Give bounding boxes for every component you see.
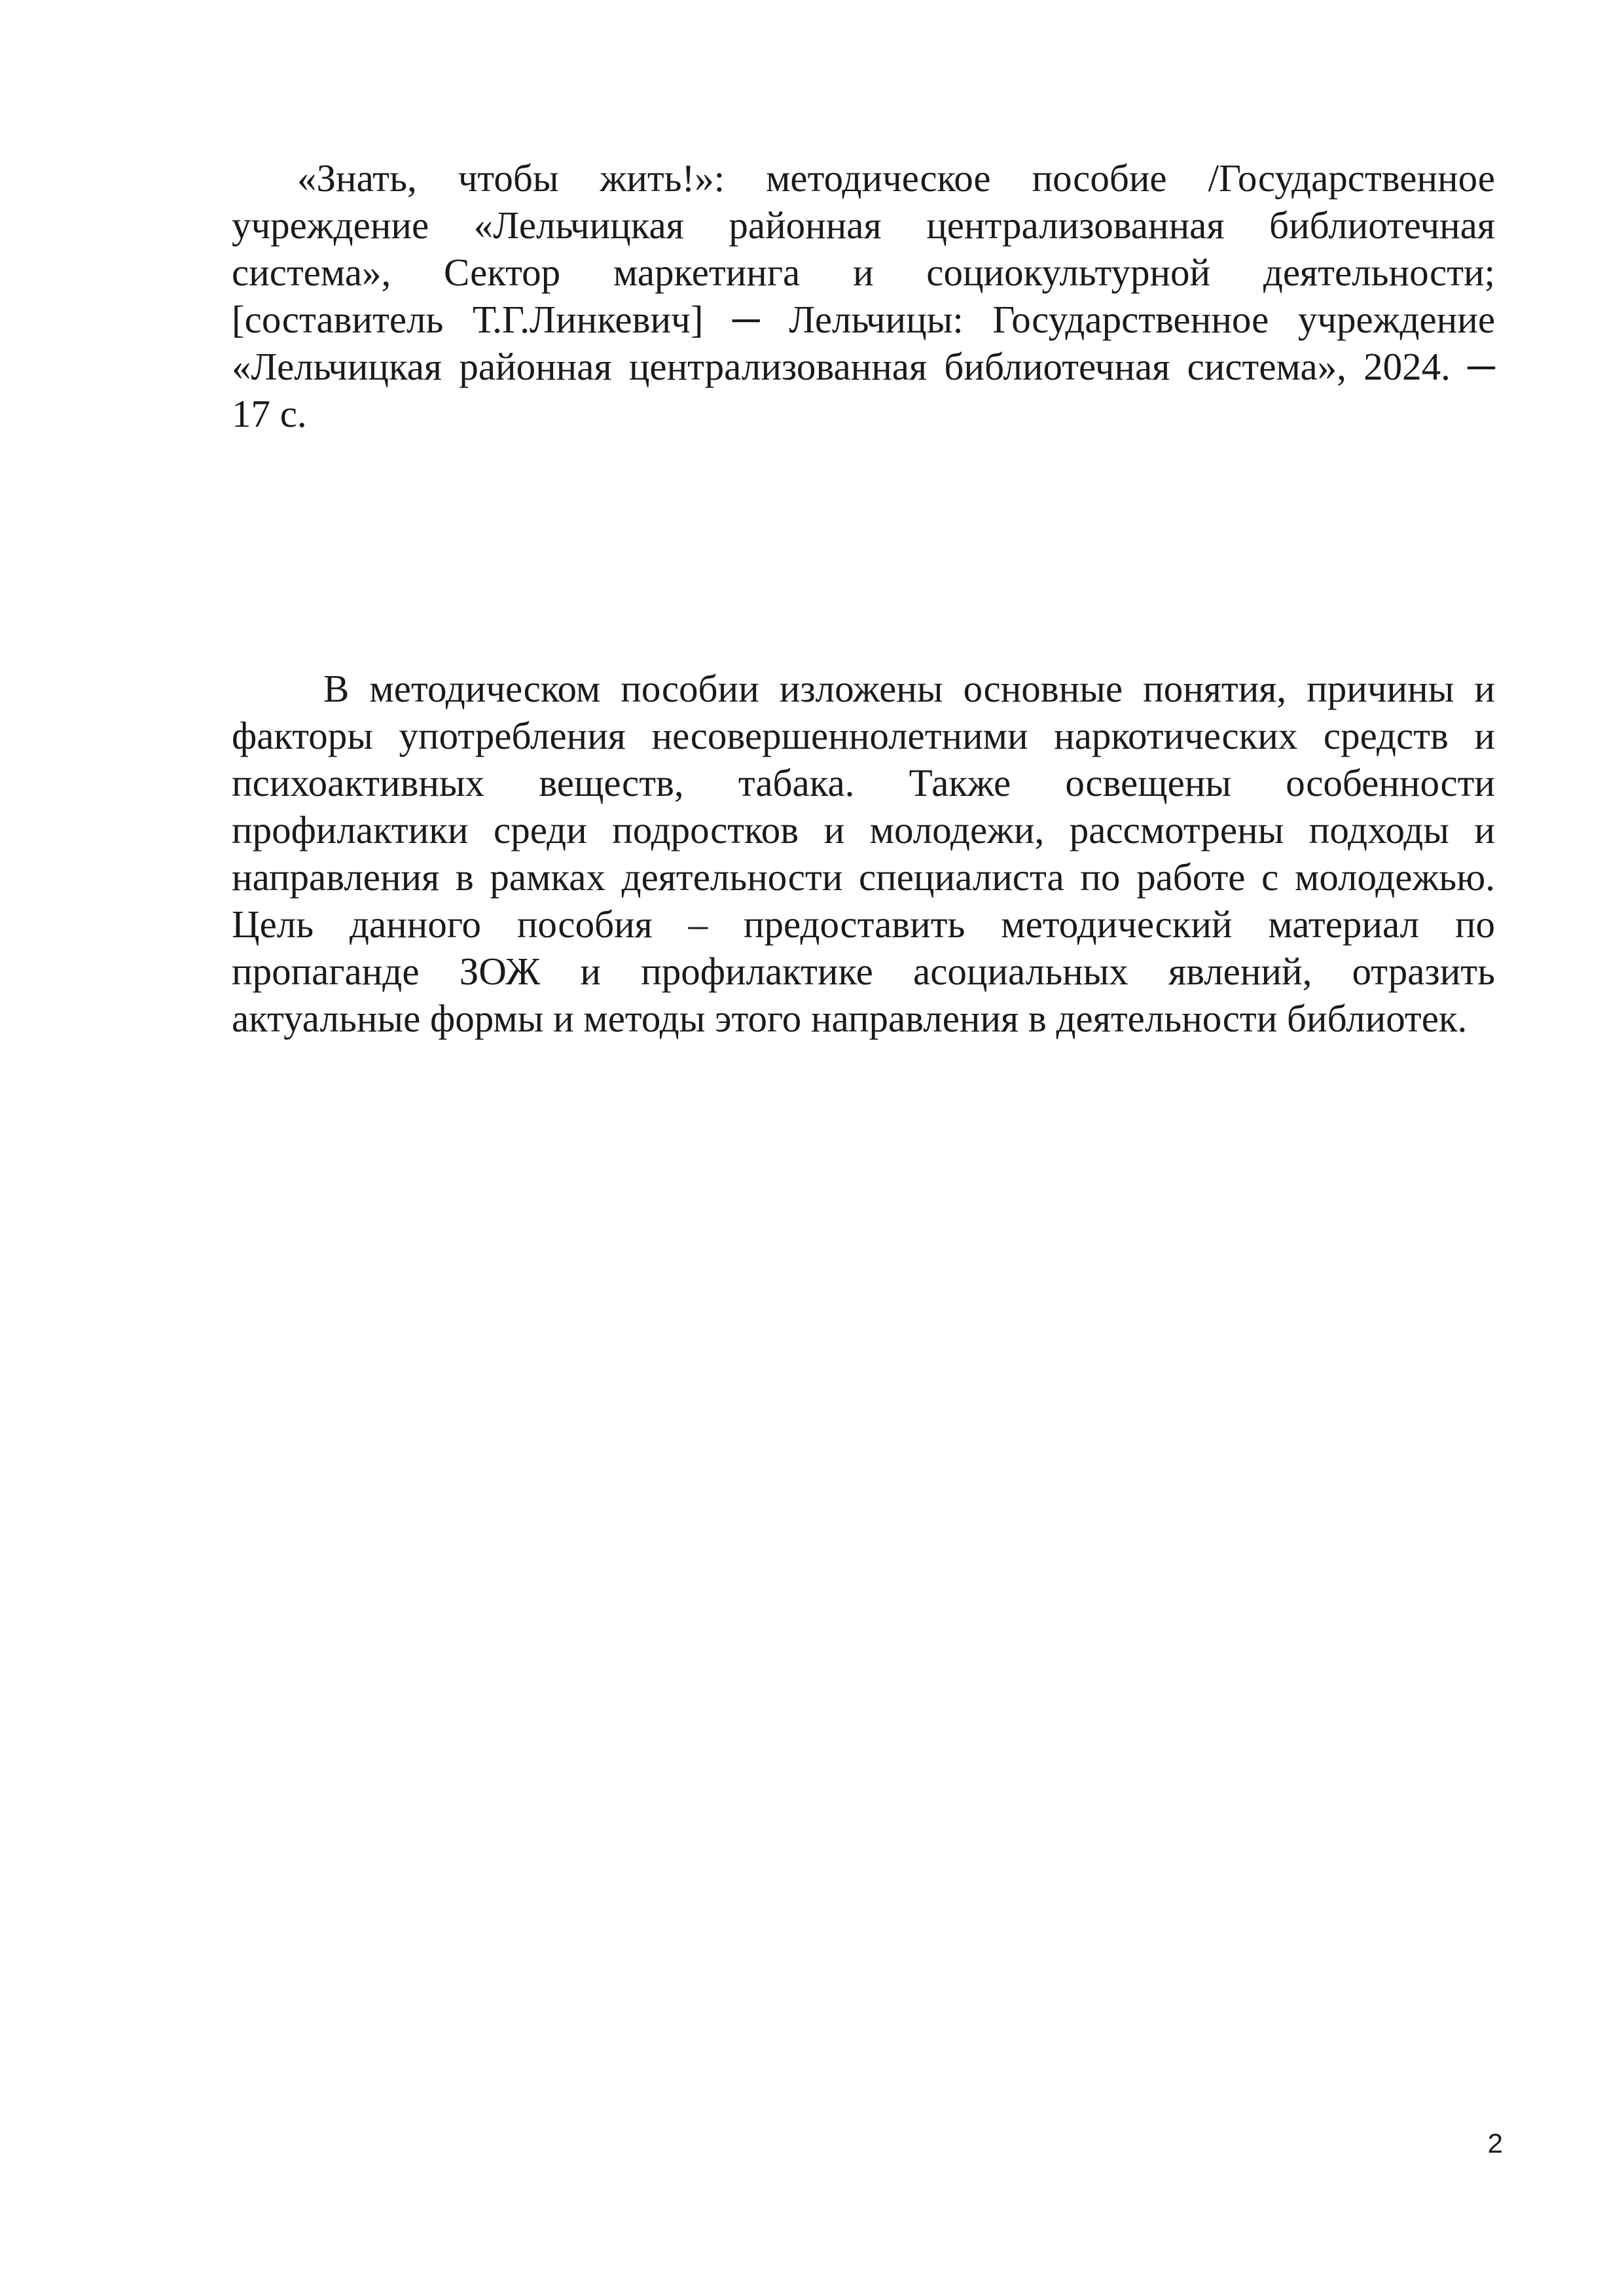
bibliographic-citation: «Знать, чтобы жить!»: методическое пособие /Государственное учреждение «Лельчицкая районная централизованная библиотечная система», Сектор маркетинга и социокультурной деятельности; [составитель Т.Г.Линкевич] ─ Лельчицы: Государственное учреждение «Лельчицкая районная централизованная библиотечная система», 2024. ─ 17 с.: [232, 156, 1495, 435]
page-number: 2: [1487, 2128, 1503, 2159]
abstract-paragraph: В методическом пособии изложены основные понятия, причины и факторы употребления несовершеннолетними наркотических средств и психоактивных веществ, табака. Также освещены особенности профилактики среди подростков и молодежи, рассмотрены подходы и направления в рамках деятельности специалиста по работе с молодежью. Цель данного пособия – предоставить методический материал по пропаганде ЗОЖ и профилактике асоциальных явлений, отразить актуальные формы и методы этого направления в деятельности библиотек.: [232, 667, 1495, 1040]
